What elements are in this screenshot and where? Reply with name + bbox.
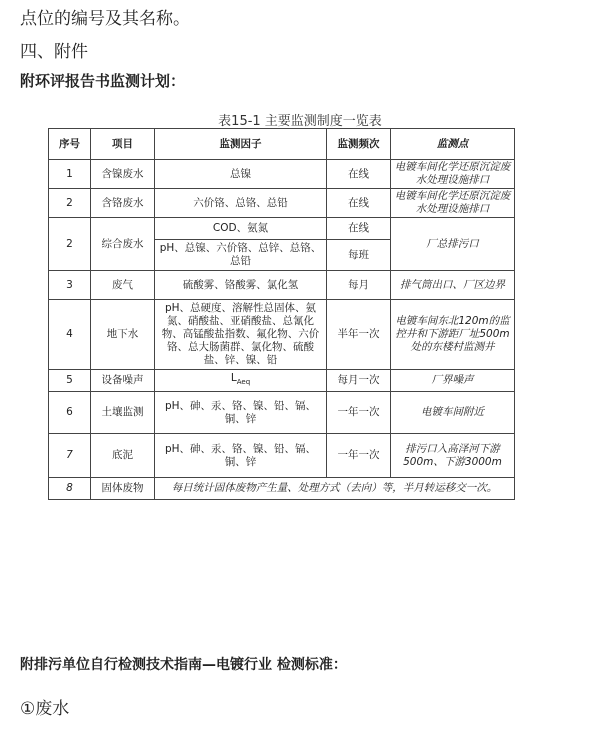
table-row [49, 392, 515, 434]
cell-point: 排污口入高泽河下游500m、下游3000m [391, 434, 515, 478]
cell-item: 地下水 [91, 300, 155, 370]
cell-merged-note: 每日统计固体废物产生量、处理方式（去向）等，半月转运移交一次。 [155, 478, 515, 500]
cell-factor: 六价铬、总铬、总铅 [155, 189, 327, 218]
cell-factor: pH、总硬度、溶解性总固体、氨氮、硝酸盐、亚硝酸盐、总氰化物、高锰酸盐指数、氟化物、六价铬、总大肠菌群、氯化物、硫酸盐、锌、镍、铅 [155, 300, 327, 370]
cell-point: 厂总排污口 [391, 218, 515, 271]
header-factor: 监测因子 [155, 129, 327, 160]
cell-frequency: 一年一次 [327, 392, 391, 434]
cell-factor: pH、砷、汞、铬、镍、铅、镉、铜、锌 [155, 392, 327, 434]
cell-no: 5 [49, 370, 91, 392]
cell-point: 电镀车间东北120m的监控井和下游距厂址500m处的东楼村监测井 [391, 300, 515, 370]
cell-frequency: 半年一次 [327, 300, 391, 370]
table-header-row [49, 129, 515, 160]
cell-item: 废气 [91, 271, 155, 300]
cell-factor [155, 370, 327, 392]
table-row [49, 478, 515, 500]
cell-factor: 硫酸雾、铬酸雾、氯化氢 [155, 271, 327, 300]
cell-point: 厂界噪声 [391, 370, 515, 392]
monitoring-table [48, 128, 514, 500]
header-item: 项目 [91, 129, 155, 160]
cell-no: 1 [49, 160, 91, 189]
noise-symbol: L [230, 371, 237, 384]
noise-symbol-subscript: Aeq [236, 378, 251, 387]
table-row [49, 271, 515, 300]
cell-point: 排气筒出口、厂区边界 [391, 271, 515, 300]
wastewater-subheading: ①废水 [20, 699, 70, 719]
cell-frequency: 在线 [327, 189, 391, 218]
cell-item: 固体废物 [91, 478, 155, 500]
table-row [49, 370, 515, 392]
cell-item: 含铬废水 [91, 189, 155, 218]
monitoring-plan-heading: 附环评报告书监测计划： [20, 72, 186, 90]
table-row [49, 300, 515, 370]
cell-frequency: 每月 [327, 271, 391, 300]
cell-item: 含镍废水 [91, 160, 155, 189]
cell-item: 综合废水 [91, 218, 155, 271]
table-row [49, 218, 515, 240]
cell-point: 电镀车间附近 [391, 392, 515, 434]
table-caption: 表15-1 主要监测制度一览表 [218, 114, 382, 129]
cell-point: 电镀车间化学还原沉淀废水处理设施排口 [391, 160, 515, 189]
cell-no: 3 [49, 271, 91, 300]
cell-factor: COD、氨氮 [155, 218, 327, 240]
cell-no: 2 [49, 218, 91, 271]
table-row [49, 434, 515, 478]
cell-frequency: 在线 [327, 160, 391, 189]
section-heading-attachments: 四、附件 [20, 42, 88, 62]
header-frequency: 监测频次 [327, 129, 391, 160]
intro-text: 点位的编号及其名称。 [20, 9, 190, 29]
cell-item: 底泥 [91, 434, 155, 478]
table-row [49, 160, 515, 189]
cell-no: 2 [49, 189, 91, 218]
cell-frequency: 在线 [327, 218, 391, 240]
cell-factor: pH、砷、汞、铬、镍、铅、镉、铜、锌 [155, 434, 327, 478]
cell-no: 7 [49, 434, 91, 478]
header-point: 监测点 [391, 129, 515, 160]
table-row [49, 189, 515, 218]
header-no: 序号 [49, 129, 91, 160]
cell-frequency: 每班 [327, 240, 391, 271]
cell-factor: 总镍 [155, 160, 327, 189]
cell-item: 土壤监测 [91, 392, 155, 434]
cell-factor: pH、总镍、六价铬、总锌、总铬、总铅 [155, 240, 327, 271]
cell-frequency: 每月一次 [327, 370, 391, 392]
standard-heading: 附排污单位自行检测技术指南—电镀行业 检测标准： [20, 657, 347, 673]
cell-no: 8 [49, 478, 91, 500]
cell-no: 4 [49, 300, 91, 370]
cell-frequency: 一年一次 [327, 434, 391, 478]
cell-no: 6 [49, 392, 91, 434]
cell-point: 电镀车间化学还原沉淀废水处理设施排口 [391, 189, 515, 218]
cell-item: 设备噪声 [91, 370, 155, 392]
